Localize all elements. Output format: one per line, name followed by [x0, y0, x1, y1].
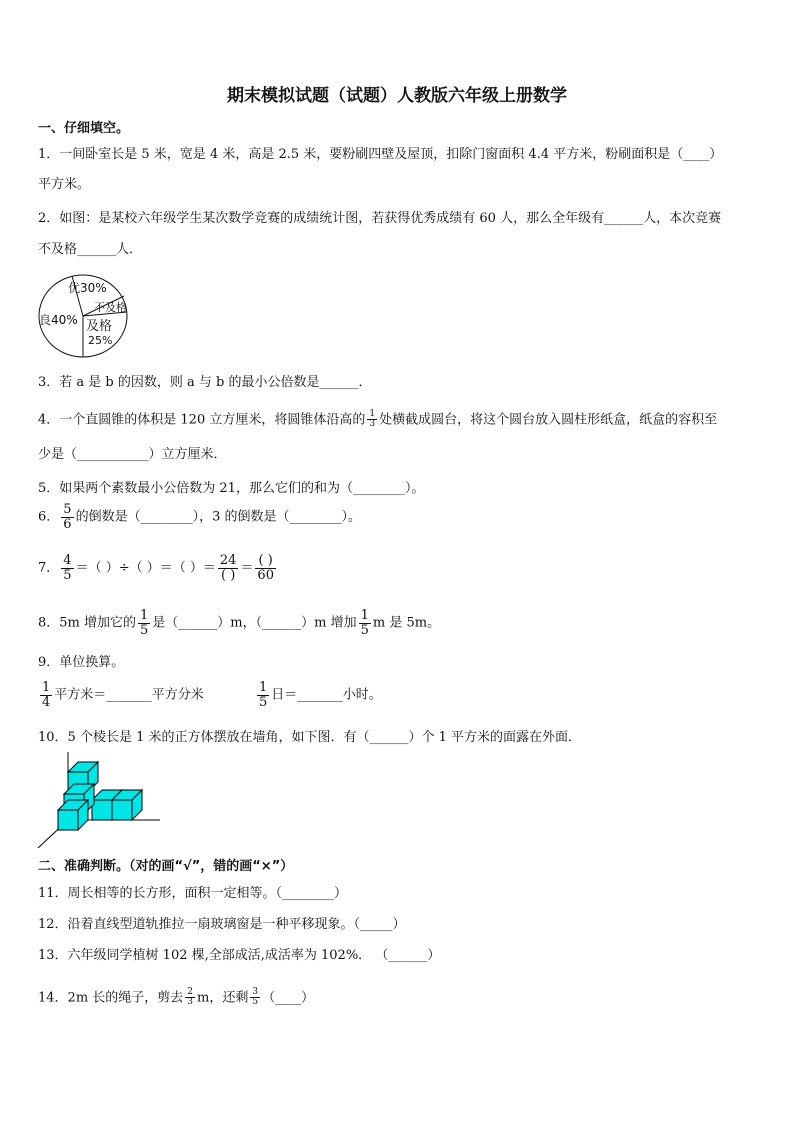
pie-label-jige-bottom: 25%: [88, 334, 113, 347]
fraction: [257, 681, 269, 709]
numerator: ( ): [255, 554, 276, 569]
question-8: [38, 609, 440, 637]
numerator: 1: [42, 680, 51, 695]
question-11: 11．周长相等的长方形，面积一定相等。（________）: [38, 886, 348, 901]
question-8-prefix: 8．5m 增加它的: [38, 615, 137, 631]
pie-label-you: 优30%: [68, 281, 107, 295]
question-4-suffix: 处横截成圆台，将这个圆台放入圆柱形纸盒，纸盒的容积至: [379, 412, 718, 428]
question-9-part-b: [255, 681, 382, 709]
question-9-heading: 9．单位换算。: [38, 655, 125, 670]
denominator: 3: [369, 419, 376, 430]
denominator: 5: [259, 694, 268, 710]
numerator: 1: [360, 608, 369, 623]
question-number: 6．: [38, 509, 60, 525]
cubes-diagram: [36, 752, 162, 848]
question-14-prefix: 14．2m 长的绳子，剪去: [38, 990, 184, 1006]
denominator: 5: [140, 622, 149, 638]
fraction: [61, 554, 73, 582]
question-9-b-text: 日＝_______小时。: [271, 687, 382, 703]
fraction: [250, 988, 260, 1008]
question-number: 7．: [38, 560, 60, 576]
numerator: 3: [252, 987, 259, 997]
question-8-suffix: m 是 5m。: [372, 615, 441, 631]
question-13: 13．六年级同学植树 102 棵,全部成活,成活率为 102%． （______）: [38, 948, 441, 963]
numerator: 1: [259, 680, 268, 695]
numerator: 4: [63, 553, 72, 568]
denominator: 60: [257, 567, 274, 583]
question-7-text: ＝（ ）÷（ ）＝（ ）＝: [75, 560, 216, 576]
question-14-suffix: （____）: [262, 990, 315, 1006]
fraction: [218, 554, 239, 582]
denominator: 5: [63, 567, 72, 583]
fraction: [185, 988, 195, 1008]
question-4-prefix: 4．一个直圆锥的体积是 120 立方厘米，将圆锥体沿高的: [38, 412, 366, 428]
question-4-line1: [38, 410, 717, 430]
page-title: 期末模拟试题（试题）人教版六年级上册数学: [227, 86, 567, 106]
question-14-text: m，还剩: [197, 990, 249, 1006]
question-1-line1: 1．一间卧室长是 5 米，宽是 4 米，高是 2.5 米，要粉刷四壁及屋顶，扣除门窗面积 4.4 平方米，粉刷面积是（____）: [38, 147, 723, 162]
fraction: [138, 609, 150, 637]
pie-label-liang: 良40%: [39, 313, 78, 327]
question-6: [38, 503, 361, 531]
section-2-heading: 二、准确判断。（对的画“√”，错的画“×”）: [38, 859, 294, 874]
question-3: 3．若 a 是 b 的因数，则 a 与 b 的最小公倍数是______．: [38, 375, 372, 390]
fraction: [255, 554, 276, 582]
denominator: 6: [63, 516, 72, 532]
question-9-a-text: 平方米＝_______平方分米: [54, 687, 204, 703]
pie-chart: [36, 272, 142, 362]
denominator: 4: [42, 694, 51, 710]
numerator: 1: [369, 409, 376, 419]
denominator: 5: [252, 997, 259, 1008]
question-7: [38, 554, 278, 582]
numerator: 24: [219, 553, 237, 568]
question-10: 10．5 个棱长是 1 米的正方体摆放在墙角，如下图．有（______）个 1 平方米的面露在外面．: [38, 730, 582, 745]
fraction: [61, 503, 73, 531]
question-12: 12．沿着直线型道轨推拉一扇玻璃窗是一种平移现象。（_____）: [38, 917, 406, 932]
question-6-text: 的倒数是（________），3 的倒数是（________）。: [75, 509, 361, 525]
question-5: 5．如果两个素数最小公倍数为 21，那么它们的和为（________）。: [38, 481, 425, 496]
question-8-text: 是（______）m，（______）m 增加: [152, 615, 357, 631]
denominator: 5: [360, 622, 369, 638]
fraction: [367, 410, 377, 430]
denominator: 3: [187, 997, 194, 1008]
numerator: 2: [187, 987, 194, 997]
cube: [58, 800, 88, 830]
question-9-part-a: [38, 681, 204, 709]
pie-label-jige-top: 及格: [86, 319, 113, 334]
numerator: 5: [63, 502, 72, 517]
pie-label-bujige: 不及格: [94, 301, 127, 314]
question-4-line2: 少是（___________）立方厘米．: [38, 447, 227, 462]
section-1-heading: 一、仔细填空。: [38, 121, 130, 136]
fraction: [359, 609, 371, 637]
equals-sign: ＝: [240, 560, 254, 576]
question-2-line1: 2．如图：是某校六年级学生某次数学竞赛的成绩统计图，若获得优秀成绩有 60 人，那么全年级有______人，本次竞赛: [38, 211, 722, 226]
numerator: 1: [140, 608, 149, 623]
question-14: [38, 988, 314, 1008]
question-1-line2: 平方米。: [38, 177, 91, 192]
fraction: [40, 681, 52, 709]
denominator: ( ): [220, 567, 236, 583]
question-2-line2: 不及格______人．: [38, 242, 143, 257]
